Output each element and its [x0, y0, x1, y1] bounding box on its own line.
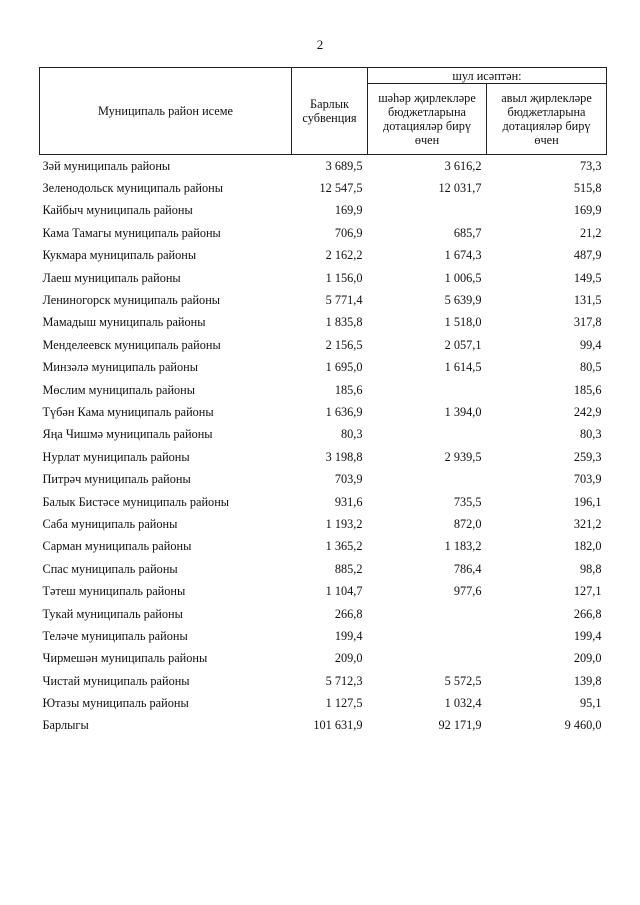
city-settlements-cell: [368, 468, 487, 490]
city-settlements-cell: 1 614,5: [444, 360, 482, 375]
city-settlements-cell: 1 518,0: [444, 315, 482, 330]
rural-settlements-cell: 199,4: [573, 628, 602, 643]
rural-settlements-cell: 487,9: [573, 248, 602, 263]
rural-settlements-cell: 259,3: [573, 449, 602, 464]
header-of-which: шул исәптән:: [368, 68, 607, 84]
rural-settlements-cell: 131,5: [573, 293, 602, 308]
total-cell: 931,6: [334, 494, 363, 509]
rural-settlements-cell: 95,1: [579, 696, 602, 711]
table-row: [40, 446, 607, 468]
city-settlements-cell: 977,6: [453, 584, 482, 599]
header-rural-settlements: авыл җирлекләре бюджетларына дотацияләр бирү өчен: [487, 84, 607, 155]
rural-settlements-cell: 242,9: [573, 404, 602, 419]
rural-settlements-cell: 139,8: [573, 673, 602, 688]
page-number: 2: [316, 37, 324, 52]
total-cell: 199,4: [334, 628, 363, 643]
rural-settlements-cell: 321,2: [573, 516, 602, 531]
district-name-cell: Зәй муниципаль районы: [42, 158, 171, 173]
total-cell: 101 631,9: [313, 718, 363, 733]
table-row: [40, 200, 607, 222]
table-row: [40, 155, 607, 178]
district-name-cell: Питрәч муниципаль районы: [42, 472, 191, 487]
table-row: [40, 177, 607, 199]
district-name-cell: Теләче муниципаль районы: [42, 628, 188, 643]
district-name-cell: Кайбыч муниципаль районы: [42, 203, 193, 218]
table-row: [40, 513, 607, 535]
total-cell: 1 156,0: [325, 270, 363, 285]
table-row: [40, 558, 607, 580]
district-name-cell: Яңа Чишмә муниципаль районы: [42, 427, 213, 442]
table-row: [40, 401, 607, 423]
table-row: [40, 580, 607, 602]
rural-settlements-cell: 80,5: [579, 360, 602, 375]
city-settlements-cell: 735,5: [453, 494, 482, 509]
total-cell: 80,3: [340, 427, 363, 442]
table-row: [40, 670, 607, 692]
city-settlements-cell: 1 032,4: [444, 696, 482, 711]
total-row: [40, 715, 607, 737]
district-name-cell: Барлыгы: [42, 718, 89, 733]
table-row: [40, 692, 607, 714]
rural-settlements-cell: 266,8: [573, 606, 602, 621]
city-settlements-cell: 92 171,9: [438, 718, 482, 733]
table-row: [40, 289, 607, 311]
city-settlements-cell: 1 394,0: [444, 404, 482, 419]
city-settlements-cell: 872,0: [453, 516, 482, 531]
district-name-cell: Сарман муниципаль районы: [42, 539, 192, 554]
total-cell: 1 104,7: [325, 584, 363, 599]
city-settlements-cell: [368, 625, 487, 647]
rural-settlements-cell: 80,3: [579, 427, 602, 442]
header-city-settlements: шәһәр җирлекләре бюджетларына дотацияләр бирү өчен: [368, 84, 487, 155]
city-settlements-cell: 1 006,5: [444, 270, 482, 285]
rural-settlements-cell: 317,8: [573, 315, 602, 330]
city-settlements-cell: [368, 379, 487, 401]
city-settlements-cell: [368, 200, 487, 222]
total-cell: 1 835,8: [325, 315, 363, 330]
city-settlements-cell: 685,7: [453, 225, 482, 240]
city-settlements-cell: 12 031,7: [438, 181, 482, 196]
city-settlements-cell: 5 572,5: [444, 673, 482, 688]
subvention-table: [39, 67, 607, 737]
city-settlements-cell: 786,4: [453, 561, 482, 576]
district-name-cell: Нурлат муниципаль районы: [42, 449, 190, 464]
district-name-cell: Түбән Кама муниципаль районы: [42, 404, 214, 419]
rural-settlements-cell: 703,9: [573, 472, 602, 487]
rural-settlements-cell: 73,3: [579, 158, 602, 173]
table-row: [40, 536, 607, 558]
rural-settlements-cell: 209,0: [573, 651, 602, 666]
district-name-cell: Балык Бистәсе муниципаль районы: [42, 494, 230, 509]
total-cell: 12 547,5: [319, 181, 363, 196]
district-name-cell: Ютазы муниципаль районы: [42, 696, 189, 711]
district-name-cell: Менделеевск муниципаль районы: [42, 337, 221, 352]
city-settlements-cell: 2 057,1: [444, 337, 482, 352]
district-name-cell: Тукай муниципаль районы: [42, 606, 183, 621]
total-cell: 706,9: [334, 225, 363, 240]
total-cell: 1 365,2: [325, 539, 363, 554]
table-row: [40, 603, 607, 625]
table-body: [40, 155, 607, 738]
table-row: [40, 312, 607, 334]
table-row: [40, 648, 607, 670]
table-row: [40, 379, 607, 401]
district-name-cell: Спас муниципаль районы: [42, 561, 178, 576]
district-name-cell: Зеленодольск муниципаль районы: [42, 181, 223, 196]
district-name-cell: Саба муниципаль районы: [42, 516, 178, 531]
table-row: [40, 625, 607, 647]
rural-settlements-cell: 182,0: [573, 539, 602, 554]
total-cell: 5 712,3: [325, 673, 363, 688]
total-cell: 209,0: [334, 651, 363, 666]
rural-settlements-cell: 515,8: [573, 181, 602, 196]
table-row: [40, 334, 607, 356]
rural-settlements-cell: 21,2: [579, 225, 602, 240]
city-settlements-cell: 1 674,3: [444, 248, 482, 263]
district-name-cell: Мөслим муниципаль районы: [42, 382, 196, 397]
rural-settlements-cell: 185,6: [573, 382, 602, 397]
total-cell: 169,9: [334, 203, 363, 218]
city-settlements-cell: 5 639,9: [444, 293, 482, 308]
total-cell: 5 771,4: [325, 293, 363, 308]
district-name-cell: Чистай муниципаль районы: [42, 673, 190, 688]
district-name-cell: Чирмешән муниципаль районы: [42, 651, 208, 666]
district-name-cell: Лениногорск муниципаль районы: [42, 293, 221, 308]
total-cell: 1 636,9: [325, 404, 363, 419]
total-cell: 1 695,0: [325, 360, 363, 375]
district-name-cell: Мамадыш муниципаль районы: [42, 315, 206, 330]
table-row: [40, 468, 607, 490]
rural-settlements-cell: 99,4: [579, 337, 602, 352]
city-settlements-cell: 3 616,2: [444, 158, 482, 173]
header-district-name: Муниципаль район исеме: [40, 68, 292, 155]
total-cell: 266,8: [334, 606, 363, 621]
district-name-cell: Кукмара муниципаль районы: [42, 248, 197, 263]
total-cell: 2 156,5: [325, 337, 363, 352]
city-settlements-cell: 2 939,5: [444, 449, 482, 464]
total-cell: 2 162,2: [325, 248, 363, 263]
district-name-cell: Кама Тамагы муниципаль районы: [42, 225, 221, 240]
total-cell: 703,9: [334, 472, 363, 487]
total-cell: 1 127,5: [325, 696, 363, 711]
header-total-subvention: Барлык субвенция: [292, 68, 368, 155]
city-settlements-cell: [368, 424, 487, 446]
rural-settlements-cell: 98,8: [579, 561, 602, 576]
city-settlements-cell: 1 183,2: [444, 539, 482, 554]
table-row: [40, 222, 607, 244]
total-cell: 3 689,5: [325, 158, 363, 173]
city-settlements-cell: [368, 648, 487, 670]
table-row: [40, 357, 607, 379]
rural-settlements-cell: 169,9: [573, 203, 602, 218]
table-row: [40, 491, 607, 513]
district-name-cell: Минзәлә муниципаль районы: [42, 360, 198, 375]
total-cell: 1 193,2: [325, 516, 363, 531]
total-cell: 185,6: [334, 382, 363, 397]
rural-settlements-cell: 149,5: [573, 270, 602, 285]
table-row: [40, 424, 607, 446]
district-name-cell: Тәтеш муниципаль районы: [42, 584, 186, 599]
table-row: [40, 267, 607, 289]
total-cell: 885,2: [334, 561, 363, 576]
district-name-cell: Лаеш муниципаль районы: [42, 270, 181, 285]
rural-settlements-cell: 196,1: [573, 494, 602, 509]
total-cell: 3 198,8: [325, 449, 363, 464]
city-settlements-cell: [368, 603, 487, 625]
rural-settlements-cell: 9 460,0: [564, 718, 602, 733]
rural-settlements-cell: 127,1: [573, 584, 602, 599]
table-row: [40, 245, 607, 267]
